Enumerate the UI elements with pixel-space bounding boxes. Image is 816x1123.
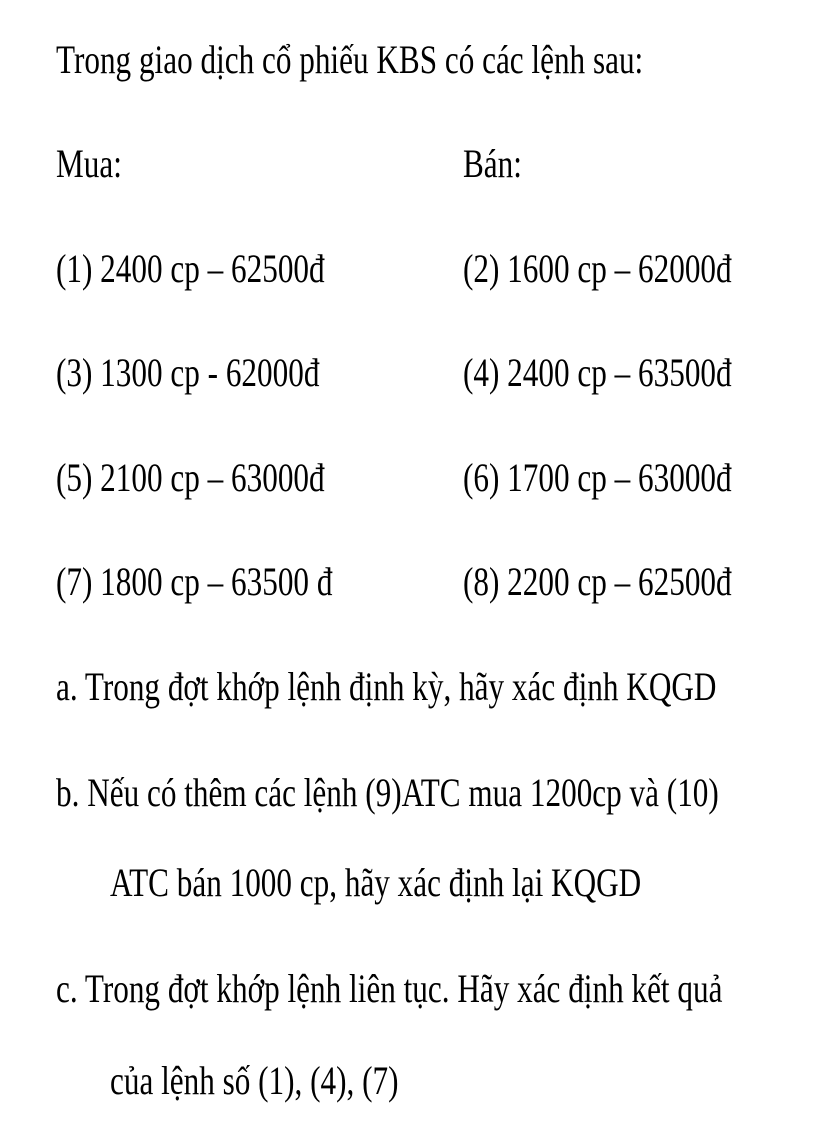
- question-b-line-2: ATC bán 1000 cp, hãy xác định lại KQGD: [110, 860, 642, 905]
- sell-header: Bán:: [463, 141, 522, 186]
- question-c-line-1: c. Trong đợt khớp lệnh liên tục. Hãy xác định kết quả: [56, 966, 723, 1011]
- buy-order-5: (5) 2100 cp – 63000đ: [56, 455, 325, 500]
- question-a: a. Trong đợt khớp lệnh định kỳ, hãy xác định KQGD: [56, 664, 717, 709]
- intro-text: Trong giao dịch cổ phiếu KBS có các lệnh sau:: [56, 37, 644, 82]
- buy-header: Mua:: [56, 141, 122, 186]
- sell-order-4: (4) 2400 cp – 63500đ: [463, 350, 732, 395]
- buy-order-1: (1) 2400 cp – 62500đ: [56, 246, 325, 291]
- buy-order-3: (3) 1300 cp - 62000đ: [56, 350, 320, 395]
- question-c-line-2: của lệnh số (1), (4), (7): [110, 1058, 399, 1103]
- question-b-line-1: b. Nếu có thêm các lệnh (9)ATC mua 1200cp và (10): [56, 770, 719, 815]
- buy-order-7: (7) 1800 cp – 63500 đ: [56, 559, 333, 604]
- sell-order-8: (8) 2200 cp – 62500đ: [463, 559, 732, 604]
- sell-order-2: (2) 1600 cp – 62000đ: [463, 246, 732, 291]
- sell-order-6: (6) 1700 cp – 63000đ: [463, 455, 732, 500]
